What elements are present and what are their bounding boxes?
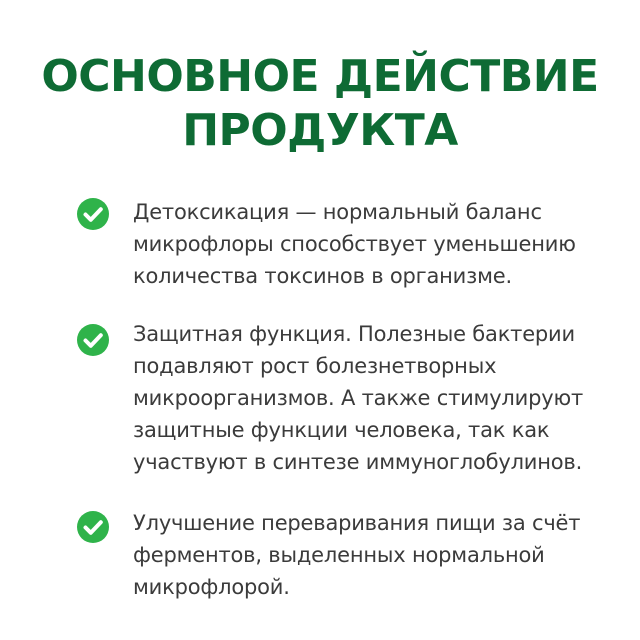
benefit-text-line: Детоксикация — нормальный баланс <box>133 200 542 224</box>
benefit-text-line: количества токсинов в организме. <box>133 264 512 288</box>
benefit-text-line: микроорганизмов. А также стимулируют <box>133 386 583 410</box>
benefit-text-line: подавляют рост болезнетворных <box>133 354 497 378</box>
benefit-text <box>133 507 583 603</box>
benefit-text-line: участвуют в синтезе иммуноглобулинов. <box>133 450 583 474</box>
benefit-text-line: Улучшение переваривания пищи за счёт <box>133 511 581 535</box>
benefit-text-line: микрофлоры способствует уменьшению <box>133 232 576 256</box>
check-circle-icon <box>77 198 109 230</box>
benefit-text-line: Защитная функция. Полезные бактерии <box>133 322 575 346</box>
benefit-text-line: ферментов, выделенных нормальной <box>133 543 545 567</box>
benefit-text-line: микрофлорой. <box>133 575 290 599</box>
check-circle-icon <box>77 324 109 356</box>
page-title-line-1: ОСНОВНОЕ ДЕЙСТВИЕ <box>41 51 599 102</box>
benefit-text-line: защитные функции человека, так как <box>133 418 550 442</box>
benefit-text <box>133 196 583 292</box>
benefit-text <box>133 318 583 478</box>
page-title-line-2: ПРОДУКТА <box>182 105 458 156</box>
check-circle-icon <box>77 511 109 543</box>
